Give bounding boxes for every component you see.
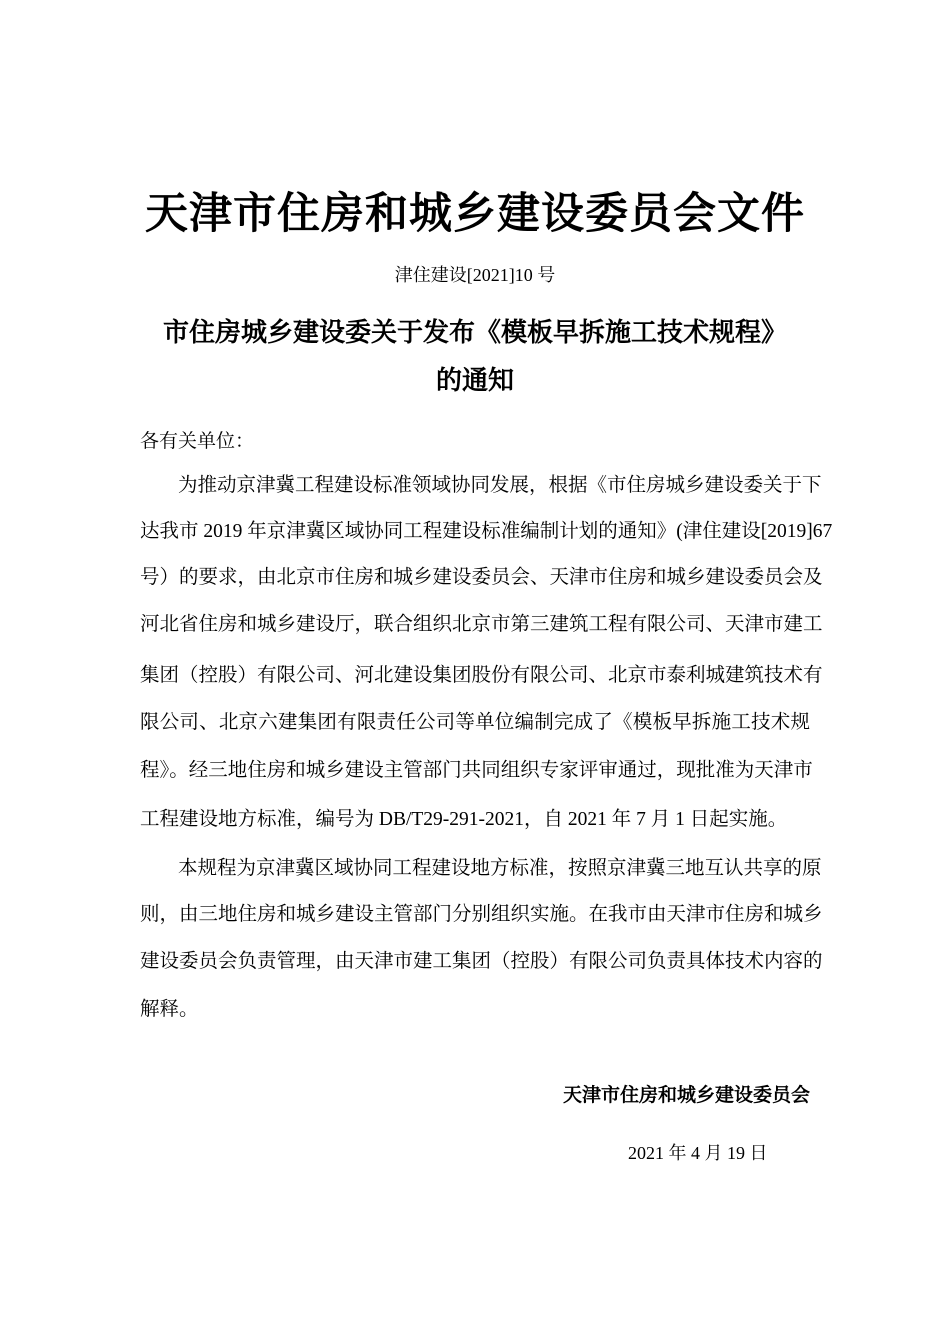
paragraph-line: 建设委员会负责管理，由天津市建工集团（控股）有限公司负责具体技术内容的: [140, 951, 823, 972]
paragraph-line: 限公司、北京六建集团有限责任公司等单位编制完成了《模板早拆施工技术规: [140, 712, 810, 733]
paragraph-line: 号）的要求，由北京市住房和城乡建设委员会、天津市住房和城乡建设委员会及: [140, 567, 823, 588]
paragraph-line: 河北省住房和城乡建设厅，联合组织北京市第三建筑工程有限公司、天津市建工: [140, 614, 823, 635]
document-number: 津住建设[2021]10 号: [394, 265, 556, 285]
paragraph-line: 则，由三地住房和城乡建设主管部门分别组织实施。在我市由天津市住房和城乡: [140, 904, 823, 925]
paragraph-line: 解释。: [140, 999, 199, 1020]
paragraph-line: 达我市 2019 年京津冀区域协同工程建设标准编制计划的通知》(津住建设[2019]67: [140, 521, 833, 542]
issuer-signature: 天津市住房和城乡建设委员会: [562, 1085, 810, 1106]
notice-title-line-1: 市住房城乡建设委关于发布《模板早拆施工技术规程》: [162, 318, 787, 347]
notice-title-line-2: 的通知: [435, 366, 514, 395]
issue-date: 2021 年 4 月 19 日: [628, 1143, 768, 1163]
paragraph-line: 工程建设地方标准，编号为 DB/T29-291-2021，自 2021 年 7 月 1 日起实施。: [140, 809, 788, 830]
paragraph-line: 本规程为京津冀区域协同工程建设地方标准，按照京津冀三地互认共享的原: [178, 858, 822, 879]
paragraph-line: 为推动京津冀工程建设标准领域协同发展，根据《市住房城乡建设委关于下: [178, 475, 822, 496]
paragraph-line: 集团（控股）有限公司、河北建设集团股份有限公司、北京市泰利城建筑技术有: [140, 665, 823, 686]
document-title: 天津市住房和城乡建设委员会文件: [145, 191, 805, 238]
salutation: 各有关单位：: [140, 431, 255, 452]
paragraph-line: 程》。经三地住房和城乡建设主管部门共同组织专家评审通过，现批准为天津市: [140, 760, 813, 781]
